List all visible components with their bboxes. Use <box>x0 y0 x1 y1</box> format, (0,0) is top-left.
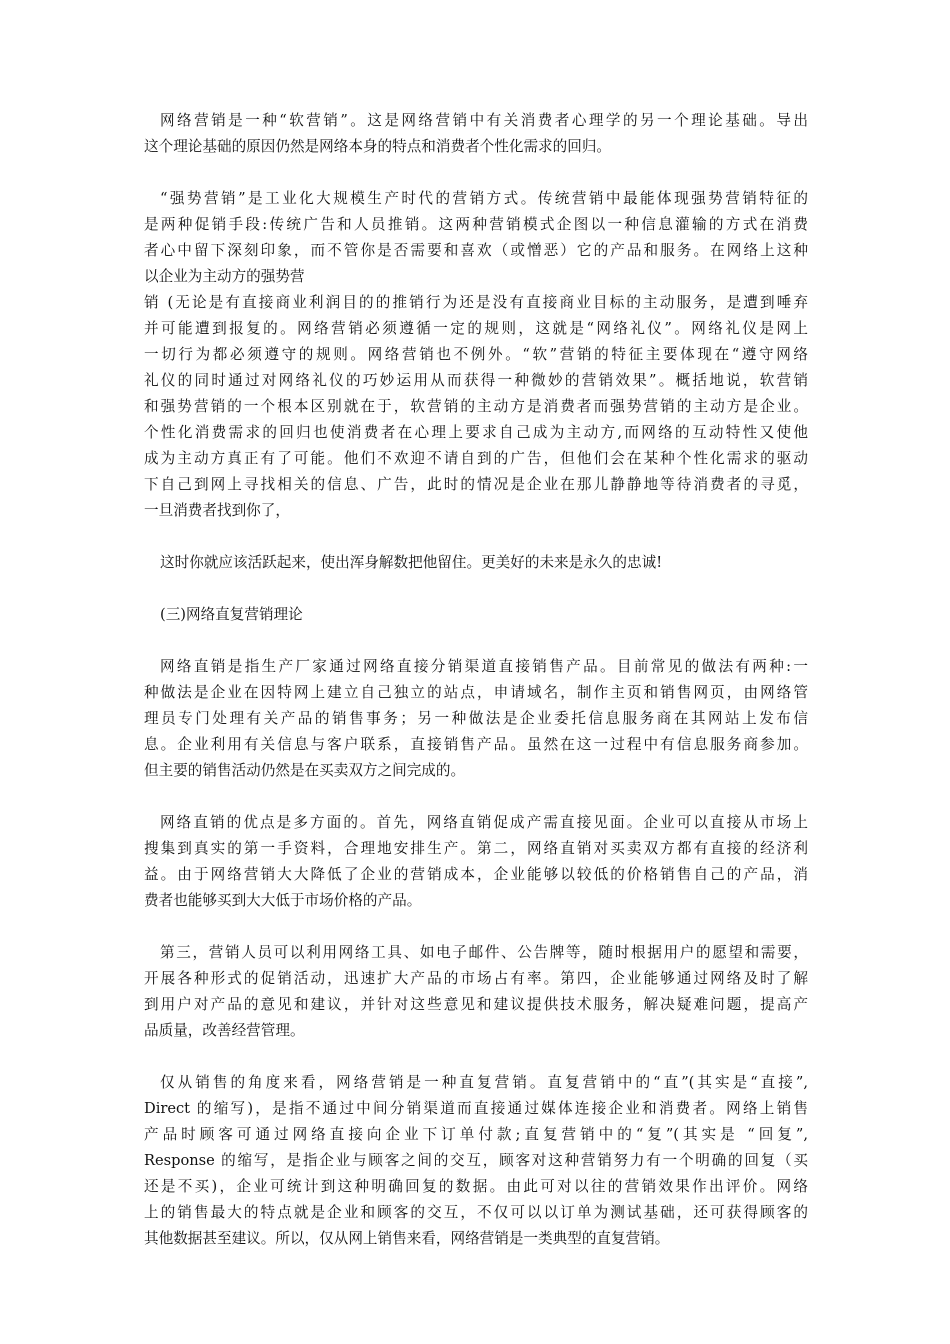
section-title: (三)网络直复营销理论 <box>160 606 303 623</box>
paragraph-third-fourth <box>144 940 808 1044</box>
text-line: 一旦消费者找到你了， <box>144 502 290 519</box>
text-line: 但主要的销售活动仍然是在买卖双方之间完成的。 <box>144 762 466 779</box>
text-line: 并可能遭到报复的。网络营销必须遵循一定的规则，这就是“网络礼仪”。网络礼仪是网上 <box>144 320 808 337</box>
text-line: 一切行为都必须遵守的规则。网络营销也不例外。“软”营销的特征主要体现在“遵守网络 <box>144 346 808 363</box>
text-line: 第三，营销人员可以利用网络工具、如电子邮件、公告牌等，随时根据用户的愿望和需要， <box>160 944 808 961</box>
paragraph-soft-marketing <box>144 108 808 160</box>
paragraph-hard-marketing <box>144 186 808 524</box>
text-line: 息。企业利用有关信息与客户联系，直接销售产品。虽然在这一过程中有信息服务商参加。 <box>144 736 808 753</box>
text-line: 者心中留下深刻印象，而不管你是否需要和喜欢（或憎恶）它的产品和服务。在网络上这种 <box>144 242 808 259</box>
text-line: “强势营销”是工业化大规模生产时代的营销方式。传统营销中最能体现强势营销特征的 <box>160 190 808 207</box>
paragraph-direct-sales <box>144 654 808 784</box>
text-line: 销 (无论是有直接商业利润目的的推销行为还是没有直接商业目标的主动服务，是遭到唾弃 <box>144 294 808 311</box>
text-line: 成为主动方真正有了可能。他们不欢迎不请自到的广告，但他们会在某种个性化需求的驱动 <box>144 450 808 467</box>
text-line: Direct 的缩写)，是指不通过中间分销渠道而直接通过媒体连接企业和消费者。网络上销售 <box>144 1100 808 1117</box>
text-line: 上的销售最大的特点就是企业和顾客的交互，不仅可以以订单为测试基础，还可获得顾客的 <box>144 1204 808 1221</box>
text-line: 其他数据甚至建议。所以，仅从网上销售来看，网络营销是一类典型的直复营销。 <box>144 1230 670 1247</box>
text-line: 下自己到网上寻找相关的信息、广告，此时的情况是企业在那儿静静地等待消费者的寻觅， <box>144 476 808 493</box>
text-line: 以企业为主动方的强势营 <box>144 268 305 285</box>
text-line: 到用户对产品的意见和建议，并针对这些意见和建议提供技术服务，解决疑难问题，提高产 <box>144 996 808 1013</box>
text-line: 开展各种形式的促销活动，迅速扩大产品的市场占有率。第四，企业能够通过网络及时了解 <box>144 970 808 987</box>
text-line: 品质量，改善经营管理。 <box>144 1022 305 1039</box>
text-line: 是两种促销手段:传统广告和人员推销。这两种营销模式企图以一种信息灌输的方式在消费 <box>144 216 808 233</box>
document-page <box>144 108 808 1252</box>
text-line: 种做法是企业在因特网上建立自己独立的站点，申请域名，制作主页和销售网页，由网络管 <box>144 684 808 701</box>
paragraph-direct-response <box>144 1070 808 1252</box>
text-line: 网络营销是一种“软营销”。这是网络营销中有关消费者心理学的另一个理论基础。导出 <box>160 112 808 129</box>
text-line: 仅从销售的角度来看，网络营销是一种直复营销。直复营销中的“直”(其实是“直接”, <box>160 1074 808 1091</box>
text-line: 这时你就应该活跃起来，使出浑身解数把他留住。更美好的未来是永久的忠诚! <box>160 554 663 571</box>
text-line: 理员专门处理有关产品的销售事务；另一种做法是企业委托信息服务商在其网站上发布信 <box>144 710 808 727</box>
text-line: 个性化消费需求的回归也使消费者在心理上要求自己成为主动方,而网络的互动特性又使他 <box>144 424 808 441</box>
section-heading <box>144 602 808 628</box>
text-line: 礼仪的同时通过对网络礼仪的巧妙运用从而获得一种微妙的营销效果”。概括地说，软营销 <box>144 372 808 389</box>
text-line: 这个理论基础的原因仍然是网络本身的特点和消费者个性化需求的回归。 <box>144 138 612 155</box>
text-line: 网络直销的优点是多方面的。首先，网络直销促成产需直接见面。企业可以直接从市场上 <box>160 814 808 831</box>
text-line: 费者也能够买到大大低于市场价格的产品。 <box>144 892 422 909</box>
text-line: 和强势营销的一个根本区别就在于，软营销的主动方是消费者而强势营销的主动方是企业。 <box>144 398 808 415</box>
paragraph-loyalty <box>144 550 808 576</box>
text-line: 益。由于网络营销大大降低了企业的营销成本，企业能够以较低的价格销售自己的产品，消 <box>144 866 808 883</box>
text-line: Response 的缩写，是指企业与顾客之间的交互，顾客对这种营销努力有一个明确的回复（买 <box>144 1152 808 1169</box>
text-line: 网络直销是指生产厂家通过网络直接分销渠道直接销售产品。目前常见的做法有两种:一 <box>160 658 808 675</box>
text-line: 搜集到真实的第一手资料，合理地安排生产。第二，网络直销对买卖双方都有直接的经济利 <box>144 840 808 857</box>
text-line: 产品时顾客可通过网络直接向企业下订单付款;直复营销中的“复”(其实是 “回复”, <box>144 1126 808 1143</box>
paragraph-direct-sales-advantages <box>144 810 808 914</box>
text-line: 还是不买)，企业可统计到这种明确回复的数据。由此可对以往的营销效果作出评价。网络 <box>144 1178 808 1195</box>
